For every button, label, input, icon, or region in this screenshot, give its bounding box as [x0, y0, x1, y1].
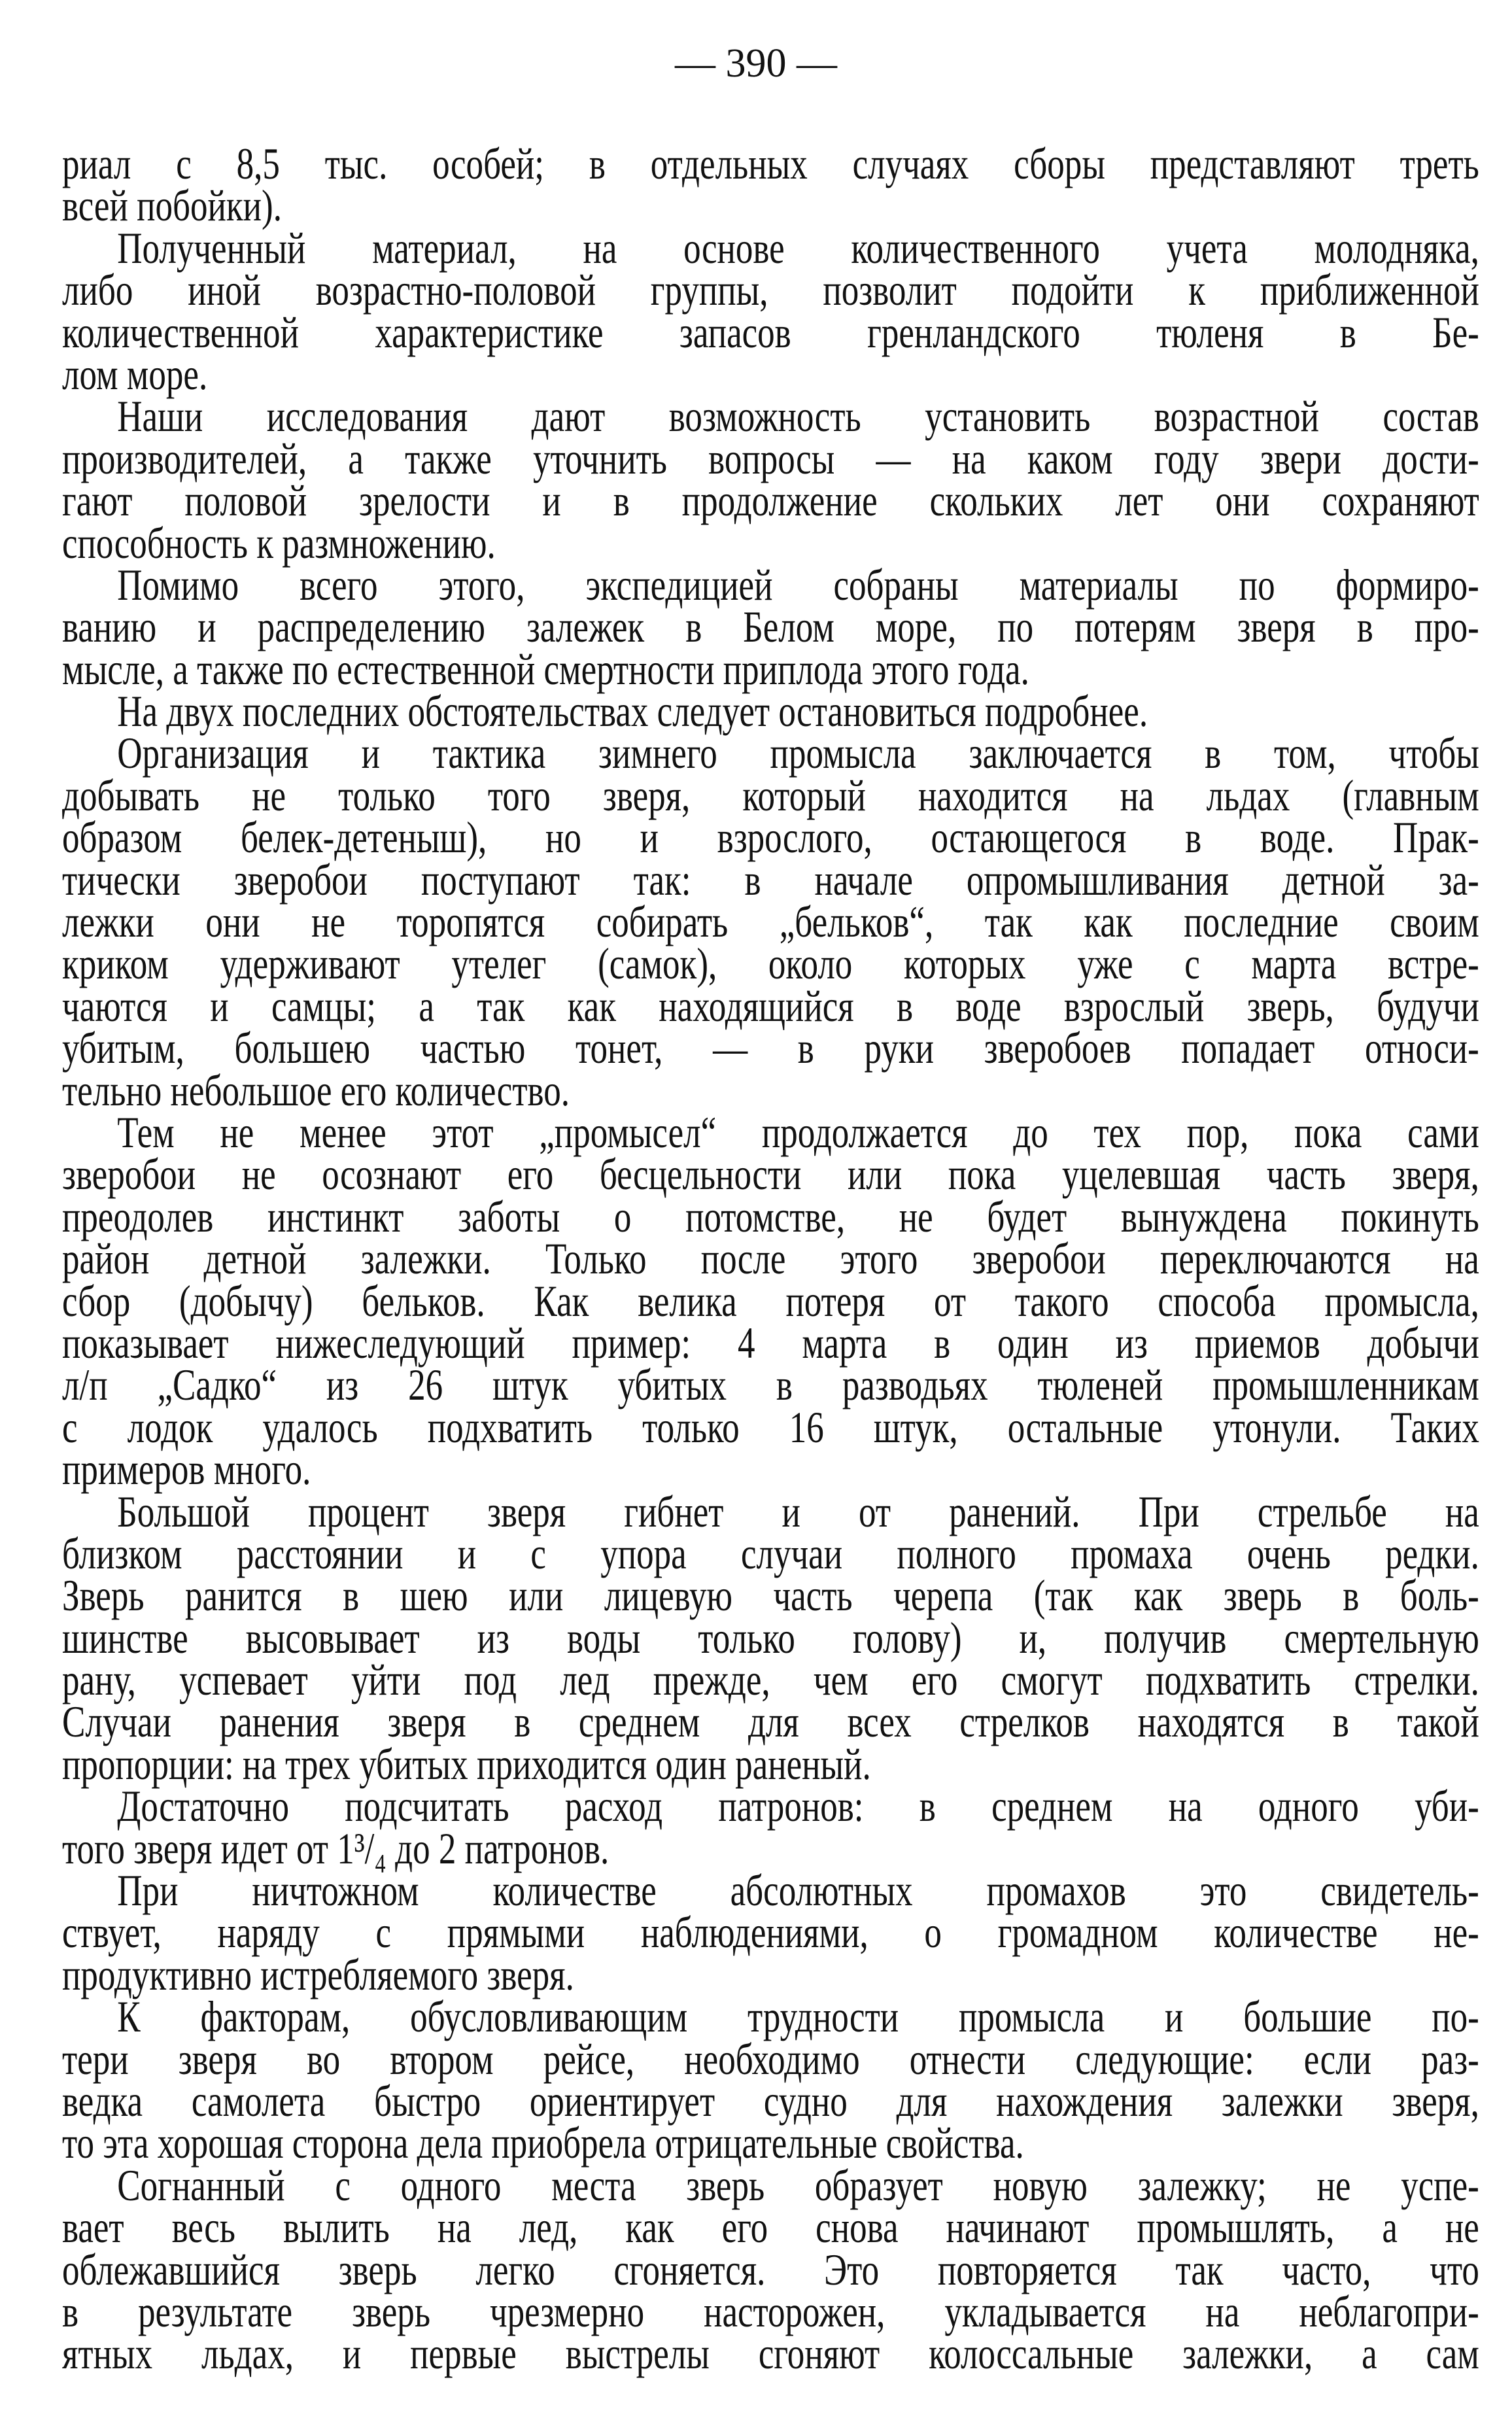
- text-line: добывать не только того зверя, который находится на льдах (главным: [62, 770, 1479, 820]
- body-text: [62, 139, 1479, 2379]
- text-line: пропорции: на трех убитых приходится один раненый.: [62, 1738, 871, 1789]
- text-line: с лодок удалось подхватить только 16 штук, остальные утонули. Таких: [62, 1402, 1479, 1452]
- text-line: гают половой зрелости и в продолжение скольких лет они сохраняют: [62, 475, 1479, 526]
- text-line: район детной залежки. Только после этого зверобои переключаются на: [62, 1234, 1479, 1284]
- text-line: рану, успевает уйти под лед прежде, чем его смогут подхватить стрелки.: [62, 1655, 1479, 1705]
- text-line: того зверя идет от 1³/₄ до 2 патронов.: [62, 1823, 610, 1873]
- text-line: Помимо всего этого, экспедицией собраны материалы по формиро-: [117, 559, 1479, 610]
- text-line: Тем не менее этот „промысел“ продолжается до тех пор, пока сами: [117, 1107, 1479, 1157]
- paragraph: [62, 2160, 1479, 2379]
- text-line: мысле, а также по естественной смертности приплода этого года.: [62, 644, 1029, 694]
- text-line: показывает нижеследующий пример: 4 марта в один из приемов добычи: [62, 1317, 1479, 1368]
- paragraph: [62, 1992, 1479, 2168]
- paragraph: [62, 559, 1479, 694]
- paragraph: [62, 1107, 1479, 1495]
- paragraph: [62, 686, 1479, 736]
- text-line: то эта хорошая сторона дела приобрела отрицательные свойства.: [62, 2118, 1024, 2168]
- text-line: близком расстоянии и с упора случаи полного промаха очень редки.: [62, 1528, 1479, 1578]
- text-line: Случаи ранения зверя в среднем для всех стрелков находятся в такой: [62, 1697, 1479, 1747]
- text-line: ятных льдах, и первые выстрелы сгоняют колоссальные залежки, а сам: [62, 2328, 1479, 2379]
- text-line: тически зверобои поступают так: в начале опромышливания детной за-: [62, 854, 1479, 905]
- text-line: образом белек-детеныш), но и взрослого, остающегося в воде. Прак-: [62, 812, 1479, 863]
- text-line: всей побойки).: [62, 181, 282, 231]
- text-line: либо иной возрастно-половой группы, позволит подойти к приближенной: [62, 265, 1479, 315]
- text-line: К факторам, обусловливающим трудности промысла и большие по-: [117, 1992, 1479, 2042]
- text-line: зверобои не осознают его бесцельности или пока уцелевшая часть зверя,: [62, 1149, 1479, 1200]
- paragraph: [62, 391, 1479, 568]
- paragraph: [62, 139, 1479, 231]
- text-line: лежки они не торопятся собирать „бельков“, так как последние своим: [62, 897, 1479, 947]
- text-line: Организация и тактика зимнего промысла заключается в том, чтобы: [117, 728, 1479, 778]
- paragraph: [62, 1486, 1479, 1789]
- text-line: преодолев инстинкт заботы о потомстве, не будет вынуждена покинуть: [62, 1191, 1479, 1241]
- text-line: производителей, а также уточнить вопросы — на каком году звери дости-: [62, 433, 1479, 483]
- text-line: Зверь ранится в шею или лицевую часть черепа (так как зверь в боль-: [62, 1570, 1479, 1621]
- text-line: лом море.: [62, 349, 208, 399]
- text-line: риал с 8,5 тыс. особей; в отдельных случаях сборы представляют треть: [62, 139, 1479, 188]
- text-line: убитым, большею частью тонет, — в руки зверобоев попадает относи-: [62, 1023, 1479, 1073]
- text-line: способность к размножению.: [62, 517, 496, 568]
- text-line: Наши исследования дают возможность установить возрастной состав: [117, 391, 1479, 441]
- text-line: шинстве высовывает из воды только голову) и, получив смертельную: [62, 1612, 1479, 1663]
- text-line: ствует, наряду с прямыми наблюдениями, о громадном количестве не-: [62, 1907, 1479, 1958]
- paragraph: [62, 1865, 1479, 1999]
- text-line: ванию и распределению залежек в Белом море, по потерям зверя в про-: [62, 602, 1479, 652]
- text-line: При ничтожном количестве абсолютных промахов это свидетель-: [117, 1865, 1479, 1916]
- text-line: Большой процент зверя гибнет и от ранений. При стрельбе на: [117, 1486, 1479, 1536]
- text-line: криком удерживают утелег (самок), около которых уже с марта встре-: [62, 939, 1479, 989]
- text-line: тери зверя во втором рейсе, необходимо отнести следующие: если раз-: [62, 2033, 1479, 2084]
- text-line: вает весь вылить на лед, как его снова начинают промышлять, а не: [62, 2202, 1479, 2253]
- page-number: — 390 —: [675, 41, 837, 86]
- text-line: л/п „Садко“ из 26 штук убитых в разводьях тюленей промышленникам: [62, 1360, 1479, 1410]
- paragraph: [62, 1781, 1479, 1873]
- text-line: сбор (добычу) бельков. Как велика потеря от такого способа промысла,: [62, 1275, 1479, 1326]
- text-line: тельно небольшое его количество.: [62, 1065, 570, 1115]
- text-line: примеров много.: [62, 1444, 311, 1495]
- text-line: облежавшийся зверь легко сгоняется. Это повторяется так часто, что: [62, 2244, 1479, 2294]
- text-line: ведка самолета быстро ориентирует судно для нахождения залежки зверя,: [62, 2075, 1479, 2126]
- text-line: На двух последних обстоятельствах следует остановиться подробнее.: [117, 686, 1148, 736]
- text-line: чаются и самцы; а так как находящийся в воде взрослый зверь, будучи: [62, 980, 1479, 1031]
- paragraph: [62, 222, 1479, 399]
- text-line: в результате зверь чрезмерно насторожен, укладывается на неблагопри-: [62, 2286, 1479, 2336]
- paragraph: [62, 728, 1479, 1115]
- text-line: Полученный материал, на основе количественного учета молодняка,: [117, 222, 1479, 273]
- text-line: Согнанный с одного места зверь образует новую залежку; не успе-: [117, 2160, 1479, 2210]
- text-line: количественной характеристике запасов гренландского тюленя в Бе-: [62, 307, 1479, 357]
- text-line: продуктивно истребляемого зверя.: [62, 1949, 574, 1999]
- text-line: Достаточно подсчитать расход патронов: в среднем на одного уби-: [117, 1781, 1479, 1831]
